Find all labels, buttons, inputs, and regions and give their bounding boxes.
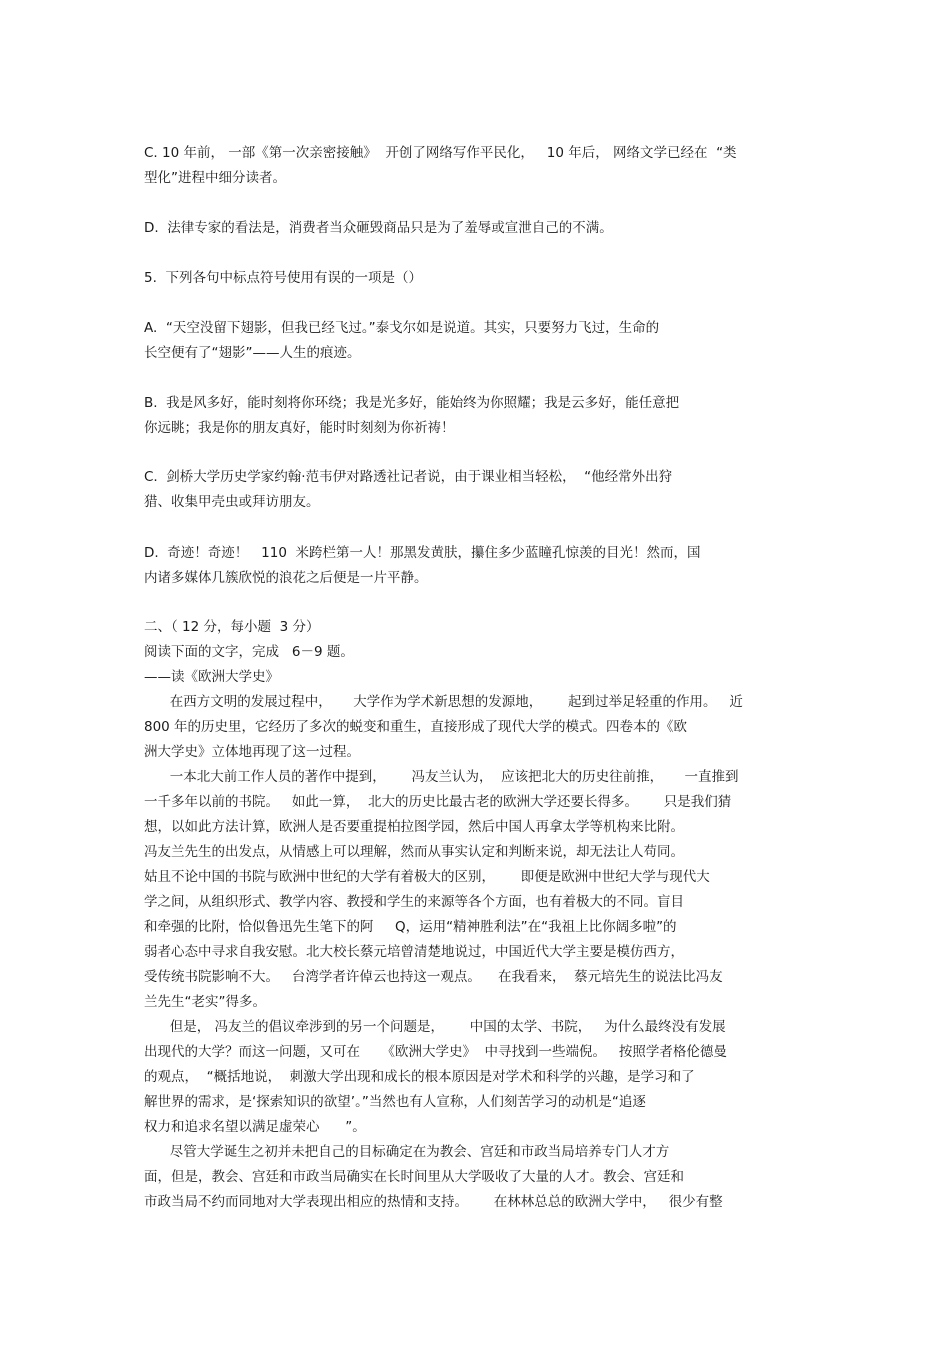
q5-question: 5. 下列各句中标点符号使用有误的一项是（）: [144, 270, 422, 286]
article-line: 学之间，从组织形式、教学内容、教授和学生的来源等各个方面，也有着极大的不同。盲目: [144, 894, 684, 910]
article-line: 和牵强的比附，恰似鲁迅先生笔下的阿 Q，运用“精神胜利法”在“我祖上比你阔多啦”的: [144, 919, 677, 935]
section2-instruction: 阅读下面的文字，完成 6－9 题。: [144, 644, 354, 660]
q5-option-a-line1: A. “天空没留下翅影，但我已经飞过。”泰戈尔如是说道。其实，只要努力飞过，生命的: [144, 320, 660, 336]
article-line: 受传统书院影响不大。 台湾学者许倬云也持这一观点。 在我看来， 蔡元培先生的说法比冯友: [144, 969, 723, 985]
article-line: 姑且不论中国的书院与欧洲中世纪的大学有着极大的区别， 即便是欧洲中世纪大学与现代大: [144, 869, 710, 885]
section2-header: 二、（ 12 分，每小题 3 分）: [144, 619, 320, 635]
article-line: 800 年的历史里，它经历了多次的蜕变和重生，直接形成了现代大学的模式。四卷本的《欧: [144, 719, 688, 735]
q4-option-c-line1: C. 10 年前， 一部《第一次亲密接触》 开创了网络写作平民化， 10 年后， 网络文学已经在 “类: [144, 145, 737, 161]
article-title: ——读《欧洲大学史》: [144, 669, 279, 685]
article-line: 但是， 冯友兰的倡议牵涉到的另一个问题是， 中国的太学、书院， 为什么最终没有发展: [144, 1019, 726, 1035]
article-line: 市政当局不约而同地对大学表现出相应的热情和支持。 在林林总总的欧洲大学中， 很少有整: [144, 1194, 723, 1210]
article-line: 一千多年以前的书院。 如此一算， 北大的历史比最古老的欧洲大学还要长得多。 只是我们猜: [144, 794, 732, 810]
article-line: 弱者心态中寻求自我安慰。北大校长蔡元培曾清楚地说过，中国近代大学主要是模仿西方，: [144, 944, 684, 960]
q5-option-d-line1: D. 奇迹！奇迹！ 110 米跨栏第一人！那黑发黄肤，攥住多少蓝瞳孔惊羡的目光！然而，国: [144, 545, 701, 561]
article-line: 洲大学史》立体地再现了这一过程。: [144, 744, 360, 760]
article-line: 的观点， “概括地说， 刺激大学出现和成长的根本原因是对学术和科学的兴趣，是学习和了: [144, 1069, 695, 1085]
article-line: 冯友兰先生的出发点，从情感上可以理解，然而从事实认定和判断来说，却无法让人苟同。: [144, 844, 684, 860]
article-line: 尽管大学诞生之初并未把自己的目标确定在为教会、宫廷和市政当局培养专门人才方: [144, 1144, 670, 1160]
article-line: 在西方文明的发展过程中， 大学作为学术新思想的发源地， 起到过举足轻重的作用。 近: [144, 694, 743, 710]
article-line: 兰先生“老实”得多。: [144, 994, 266, 1010]
q5-option-b-line1: B. 我是风多好，能时刻将你环绕；我是光多好，能始终为你照耀；我是云多好，能任意把: [144, 395, 680, 411]
q5-option-b-line2: 你远眺；我是你的朋友真好，能时时刻刻为你祈祷！: [144, 420, 455, 436]
article-line: 解世界的需求，是‘探索知识的欲望’。”当然也有人宣称，人们刻苦学习的动机是“追逐: [144, 1094, 646, 1110]
article-line: 权力和追求名望以满足虚荣心 ”。: [144, 1119, 366, 1135]
q5-option-c-line2: 猎、收集甲壳虫或拜访朋友。: [144, 494, 320, 510]
article-line: 出现代的大学？而这一问题，又可在 《欧洲大学史》 中寻找到一些端倪。 按照学者格伦德曼: [144, 1044, 727, 1060]
q5-option-c-line1: C. 剑桥大学历史学家约翰·范韦伊对路透社记者说，由于课业相当轻松， “他经常外出狩: [144, 469, 673, 485]
q4-option-c-line2: 型化”进程中细分读者。: [144, 170, 286, 186]
q4-option-d: D. 法律专家的看法是，消费者当众砸毁商品只是为了羞辱或宣泄自己的不满。: [144, 220, 613, 236]
article-line: 想，以如此方法计算，欧洲人是否要重提柏拉图学园，然后中国人再拿太学等机构来比附。: [144, 819, 684, 835]
article-line: 一本北大前工作人员的著作中提到， 冯友兰认为， 应该把北大的历史往前推， 一直推到: [144, 769, 739, 785]
q5-option-a-line2: 长空便有了“翅影”——人生的痕迹。: [144, 345, 361, 361]
article-line: 面，但是，教会、宫廷和市政当局确实在长时间里从大学吸收了大量的人才。教会、宫廷和: [144, 1169, 684, 1185]
q5-option-d-line2: 内诸多媒体几簇欣悦的浪花之后便是一片平静。: [144, 570, 428, 586]
